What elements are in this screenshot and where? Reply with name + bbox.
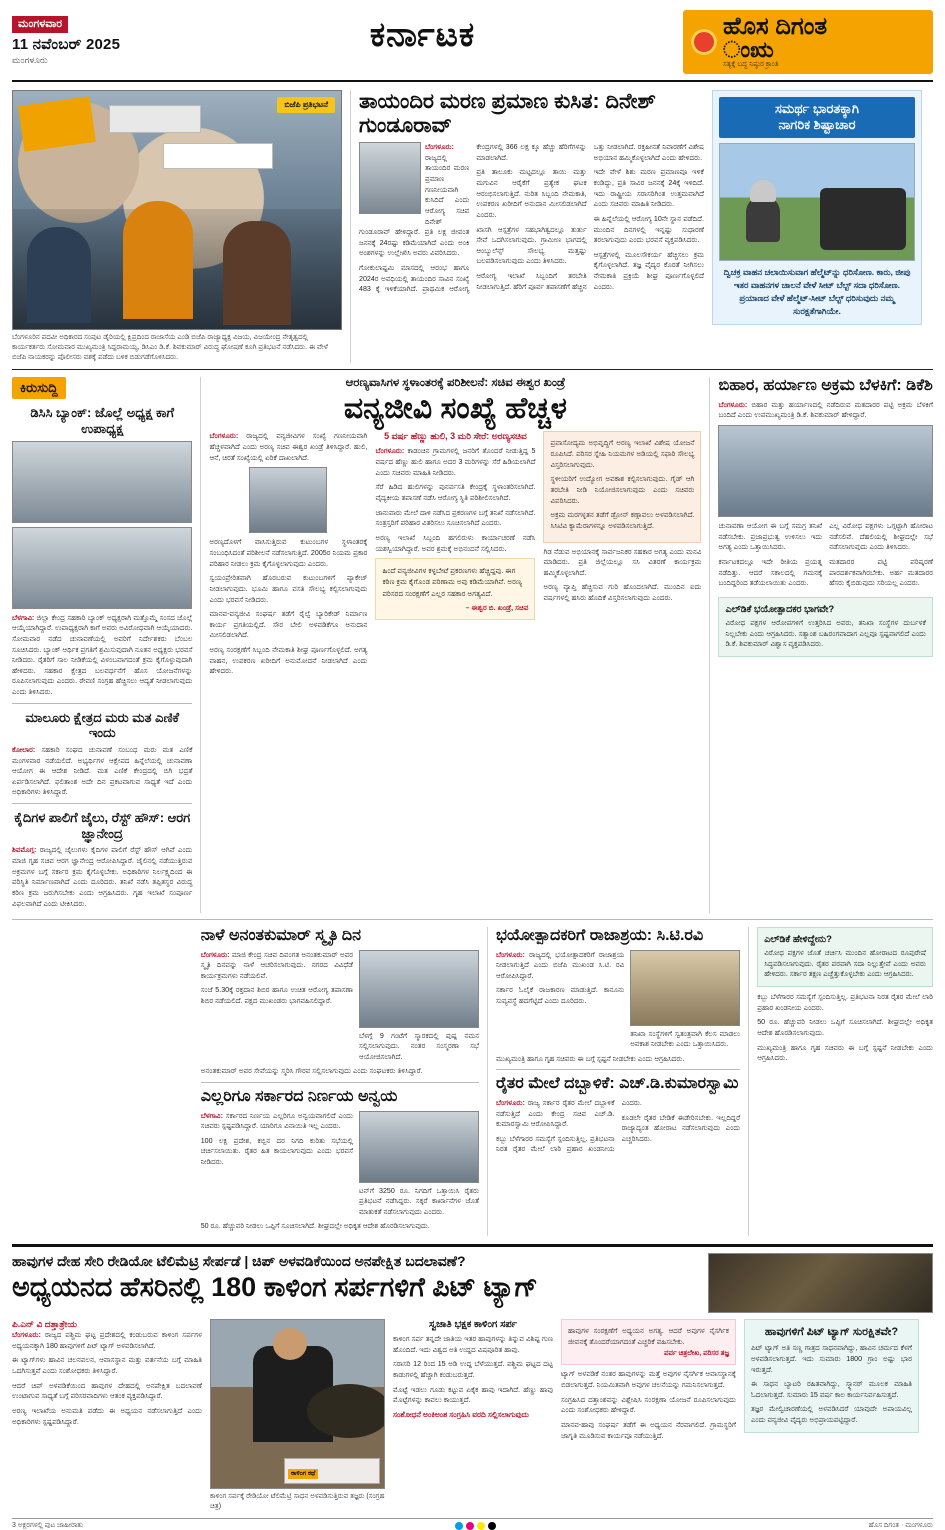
para-text: ರಾಜ್ಯದಲ್ಲಿ ವನ್ಯಜೀವಿಗಳ ಸಂಖ್ಯೆ ಗಣನೀಯವಾಗಿ ಹೆಚ್ಚಳವಾಗಿದೆ ಎಂದು ಅರಣ್ಯ ಸಚಿವ ಈಶ್ವರ ಖಂಡ್ರೆ ತಿಳಿಸಿದ್ದಾರೆ. ಹುಲಿ, ಆನೆ, ಚಿರತೆ ಸಂಖ್ಯೆಯಲ್ಲಿ ಏರಿಕೆ ದಾಖಲಾಗಿದೆ. xyxy=(209,432,368,462)
lower-spacer xyxy=(12,927,193,1236)
story-para: 100 ಲಕ್ಷ ಪ್ರದೇಶ, ಕಬ್ಬಿನ ದರ ನಿಗದಿ ಕುರಿತು ಸಭೆಯಲ್ಲಿ ಚರ್ಚಿಸಲಾಯಿತು. ರೈತರ ಹಿತ ಕಾಯಲಾಗುವುದು ಎಂದು ಭರವಸೆ ನೀಡಿದರು. xyxy=(200,1136,354,1167)
feature-para: ಸರಾಸರಿ 12 ರಿಂದ 15 ಅಡಿ ಉದ್ದ ಬೆಳೆಯುತ್ತದೆ. ಪಶ್ಚಿಮ ಘಟ್ಟದ ದಟ್ಟ ಕಾಡುಗಳಲ್ಲಿ ಹೆಚ್ಚಾಗಿ ಕಂಡುಬರುತ್ತದೆ. xyxy=(393,1360,553,1379)
kirusuddi-column xyxy=(12,377,192,913)
quote-author: ಪರ್ವ ಚಿತ್ರಲೇಖ, ಪರಿಸರ ತಜ್ಞ xyxy=(664,1350,729,1358)
story-headline: ರೈತರ ಮೇಲೆ ದಬ್ಬಾಳಿಕೆ: ಎಚ್.ಡಿ.ಕುಮಾರಸ್ವಾಮಿ xyxy=(496,1075,739,1093)
feature-para: ಟ್ಯಾಗ್ ಅಳವಡಿಕೆ ನಂತರ ಹಾವುಗಳನ್ನು ಮತ್ತೆ ಅವುಗಳ ನೈಸರ್ಗಿಕ ಆವಾಸಸ್ಥಾನಕ್ಕೆ ಬಿಡಲಾಗುತ್ತದೆ. ನಿಯಮಿತವಾಗಿ ಅವುಗಳ ಚಲನೆಯನ್ನು ಗಮನಿಸಲಾಗುತ್ತದೆ. xyxy=(561,1370,736,1389)
snake-banner-photo xyxy=(708,1253,933,1313)
story-para: ಕಬ್ಬು ಬೆಳೆಗಾರರ ಸಮಸ್ಯೆಗೆ ಸ್ಪಂದಿಸುತ್ತಿಲ್ಲ. ಪ್ರತಿಭಟನಾ ನಿರತ ರೈತರ ಮೇಲೆ ಲಾಠಿ ಪ್ರಹಾರ ಖಂಡನೀಯ ಎಂದರು. xyxy=(757,993,933,1012)
story-para: ಮುಖ್ಯಮಂತ್ರಿ ಹಾಗೂ ಗೃಹ ಸಚಿವರು ಈ ಬಗ್ಗೆ ಸ್ಪಷ್ಟನೆ ನೀಡಬೇಕು ಎಂದು ಆಗ್ರಹಿಸಿದರು. xyxy=(757,1043,933,1063)
feature-para: ಅರಣ್ಯ ಇಲಾಖೆಯ ಅನುಮತಿ ಪಡೆದು ಈ ಅಧ್ಯಯನ ನಡೆಸಲಾಗುತ್ತಿದೆ ಎಂದು ಅಧಿಕಾರಿಗಳು ಸ್ಪಷ್ಟಪಡಿಸಿದ್ದಾರೆ. xyxy=(12,1406,202,1426)
story-para: ಕೂಡಲೇ ರೈತರ ಬೇಡಿಕೆ ಈಡೇರಿಸಬೇಕು. ಇಲ್ಲದಿದ್ದರೆ ರಾಜ್ಯಾದ್ಯಂತ ಹೋರಾಟ ನಡೆಸಲಾಗುವುದು ಎಂದು ಎಚ್ಚರಿಸಿದರು. xyxy=(621,1113,741,1143)
feature-note: ಸಂಶೋಧನೆ ಅಂಕಿಅಂಶ ಸಂಗ್ರಹಿಸಿ ವರದಿ ಸಲ್ಲಿಸಲಾಗುವುದು xyxy=(393,1409,529,1419)
photo-caption: ಬೆಂಗಳೂರಿನ ಪದವೀ ಅಧಿಕಾರದ ಸಂಪುಟ ಡೈರಿಯಲ್ಲಿ ಕ್ಷಿಪ್ರದಿಂದ ರಾಜಾಸೆಯ ಎಂಡಿ ಬಿಜೆಪಿ ರಾಜ್ಯಾಧ್ಯಕ್ಷ ವಿಜಯ, ವಿಜಯೇಂದ್ರ ನೇತೃತ್ವದಲ್ಲಿ ಕಾರ್ಯಕರ್ತರು ಸೋಮವಾರ ಮುಖ್ಯಮಂತ್ರಿ ಸಿದ್ದರಾಮಯ್ಯ, ಡಿಸಿಎಂ ಡಿ.ಕೆ. ಶಿವಕುಮಾರ್ ವಿರುದ್ಧ ಘೋಷಣೆ ಕೂಗಿ ಪ್ರತಿಭಟನೆ ನಡೆಸಿದರು. ಈ ವೇಳೆ ಬಿಜೆಪಿ ನಾಯಕರನ್ನು ಪೊಲೀಸರು ವಶಕ್ಕೆ ಪಡೆದು ಬಳಿಕ ಬಿಡುಗಡೆಗೊಳಿಸಿದರು. xyxy=(12,334,328,362)
byline: ಬೆಂಗಳೂರು: xyxy=(209,432,239,441)
helmet-icon xyxy=(750,180,776,202)
story-headline: ನಾಳೆ ಅನಂತಕುಮಾರ್ ಸ್ಮೃತಿ ದಿನ xyxy=(200,927,361,945)
person-head-shape xyxy=(273,1328,307,1360)
feature-para: ಸಂಗ್ರಹಿಸಿದ ದತ್ತಾಂಶವನ್ನು ವಿಶ್ಲೇಷಿಸಿ ಸಂರಕ್ಷಣಾ ಯೋಜನೆ ರೂಪಿಸಲಾಗುವುದು ಎಂದು ಸಂಶೋಧಕರು ಹೇಳಿದ್ದಾರೆ. xyxy=(561,1395,736,1415)
bihar-headline: ಬಿಹಾರ, ಹರ್ಯಾಣ ಅಕ್ರಮ ಬೆಳಕಿಗೆ: ಡಿಕೆಶಿ xyxy=(718,377,933,395)
main-subhead: 5 ವರ್ಷ ಹೆಣ್ಣು ಹುಲಿ, 3 ಮರಿ ಸೇರೆ: ಅರಣ್ಯಸಚಿವ xyxy=(384,431,527,442)
hdk-box-column xyxy=(757,927,933,1236)
top-story-para: ಈ ಹಿನ್ನೆಲೆಯಲ್ಲಿ ಆರೋಗ್ಯ 10ನೇ ಸ್ಥಾನ ಪಡೆದಿದೆ. ಮುಂದಿನ ದಿನಗಳಲ್ಲಿ ಇನ್ನಷ್ಟು ಸುಧಾರಣೆ ತರಲಾಗುವುದು ಎಂದು ಭರವಸೆ ವ್ಯಕ್ತಪಡಿಸಿದರು. xyxy=(593,214,704,245)
civic-promo xyxy=(712,90,922,363)
inset-label: ಕಾಳಿಂಗ ಕಥೆ xyxy=(288,1469,318,1479)
para-text: ಜಿಲ್ಲಾ ಕೇಂದ್ರ ಸಹಕಾರಿ ಬ್ಯಾಂಕ್ ಅಧ್ಯಕ್ಷರಾಗಿ ಮತ್ತೊಮ್ಮೆ ಸಂಸದ ಜೊಲ್ಲೆ ಆಯ್ಕೆಯಾಗಿದ್ದಾರೆ. ಉಪಾಧ್ಯಕ್ಷರಾಗಿ ಕಾಗೆ ಅವರು ಅವಿರೋಧವಾಗಿ ಆಯ್ಕೆಯಾದರು. ಸೋಮವಾರ ನಡೆದ ಚುನಾವಣೆಯಲ್ಲಿ ಅವರಿಗೆ ನಿರ್ದೇಶಕರು ಬೆಂಬಲ ಸೂಚಿಸಿದರು. ಬ್ಯಾಂಕ್ ಆರ್ಥಿಕ ಪ್ರಗತಿಗೆ ಶ್ರಮಿಸುವುದಾಗಿ ನೂತನ ಅಧ್ಯಕ್ಷರು ಭರವಸೆ ನೀಡಿದರು. ರೈತರಿಗೆ ಸಾಲ ನೀಡಿಕೆಯಲ್ಲಿ ವಿಳಂಬವಾಗದಂತೆ ಕ್ರಮ ಕೈಗೊಳ್ಳುವುದಾಗಿ ಹೇಳಿದರು. ಸಹಕಾರ ಕ್ಷೇತ್ರದ ಬಲವರ್ಧನೆಗೆ ಹೊಸ ಯೋಜನೆಗಳನ್ನು ರೂಪಿಸಲಾಗುವುದು ಎಂದರು. ಠೇವಣಿ ಸಂಗ್ರಹ ಹೆಚ್ಚಿಸಲು ಆದ್ಯತೆ ನೀಡಲಾಗುವುದು ಎಂದು ತಿಳಿಸಿದರು. xyxy=(12,613,193,697)
expert-quote-box xyxy=(561,1319,736,1365)
byline: ಕೋಲಾರ: xyxy=(12,745,36,754)
color-registration-dots xyxy=(455,1522,496,1530)
top-story-para: ಇದೇ ವೇಳೆ ಶಿಶು ಮರಣ ಪ್ರಮಾಣವೂ ಇಳಿಕೆ ಕಂಡಿದ್ದು, ಪ್ರತಿ ಸಾವಿರ ಜನನಕ್ಕೆ 24ಕ್ಕೆ ಇಳಿದಿದೆ. ಇದು ರಾಷ್ಟ್ರೀಯ ಸರಾಸರಿಗಿಂತ ಉತ್ತಮವಾಗಿದೆ ಎಂದು ಸಚಿವರು ಮಾಹಿತಿ ನೀಡಿದರು. xyxy=(593,168,704,209)
para-text: ರಾಜ್ಯದ ಪಶ್ಚಿಮ ಘಟ್ಟ ಪ್ರದೇಶದಲ್ಲಿ ಕಂಡುಬರುವ ಕಾಳಿಂಗ ಸರ್ಪಗಳ ಅಧ್ಯಯನಕ್ಕಾಗಿ 180 ಹಾವುಗಳಿಗೆ ಪಿಟ್ ಟ್ಯಾಗ್ ಅಳವಡಿಸಲಾಗಿದೆ. xyxy=(12,1331,202,1350)
byline: ಬೆಂಗಳೂರು: xyxy=(375,447,405,456)
date-block xyxy=(12,10,162,66)
feature-author: ಪಿ.ಎನ್ ವಿ ದತ್ತಾತ್ರೇಯ xyxy=(12,1319,78,1330)
main-para xyxy=(209,431,367,463)
feature-para: ಈ ಟ್ಯಾಗ್‌ಗಳು ಹಾವಿನ ಚಲನವಲನ, ಆವಾಸಸ್ಥಾನ ಮತ್ತು ವರ್ತನೆಯ ಬಗ್ಗೆ ಮಾಹಿತಿ ಒದಗಿಸುತ್ತವೆ ಎಂದು ಸಂಶೋಧಕರು ತಿಳಿಸಿದ್ದಾರೆ. xyxy=(12,1356,202,1375)
feature-para xyxy=(12,1330,202,1351)
lower-section xyxy=(12,927,933,1236)
feature-photo-caption: ಕಾಳಿಂಗ ಸರ್ಪಕ್ಕೆ ರೇಡಿಯೋ ಟೆಲಿಮೆಟ್ರಿ ಸಾಧನ ಅಳವಡಿಸುತ್ತಿರುವ ತಜ್ಞರು (ಸಂಗ್ರಹ ಚಿತ್ರ) xyxy=(210,1493,385,1511)
main-col-2 xyxy=(375,431,535,681)
brief-para xyxy=(12,845,192,909)
main-story-headline: ವನ್ಯಜೀವಿ ಸಂಖ್ಯೆ ಹೆಚ್ಚಳ xyxy=(343,392,567,426)
sun-icon xyxy=(691,29,717,55)
para-text: ಸಹಕಾರಿ ಸಂಘದ ಚುನಾವಣೆ ಸಂಬಂಧ ಮರು ಮತ ಎಣಿಕೆ ಮಂಗಳವಾರ ನಡೆಯಲಿದೆ. ಅಭ್ಯರ್ಥಿಗಳ ಆಕ್ಷೇಪದ ಹಿನ್ನೆಲೆಯಲ್ಲಿ ಚುನಾವಣಾ ಆಯೋಗ ಈ ಆದೇಶ ನೀಡಿದೆ. ಮತ ಎಣಿಕೆ ಕೇಂದ್ರದಲ್ಲಿ ಬಿಗಿ ಭದ್ರತೆ ಏರ್ಪಡಿಸಲಾಗಿದೆ. ಫಲಿತಾಂಶ ಅದೇ ದಿನ ಪ್ರಕಟವಾಗುವ ಸಾಧ್ಯತೆ ಇದೆ ಎಂದು ಅಧಿಕಾರಿಗಳು ತಿಳಿಸಿದ್ದಾರೆ. xyxy=(12,745,193,797)
para-text: ರಾಜ್ಯದಲ್ಲಿ ಭಯೋತ್ಪಾದಕರಿಗೆ ರಾಜಾಶ್ರಯ ನೀಡಲಾಗುತ್ತಿದೆ ಎಂದು ಬಿಜೆಪಿ ಮುಖಂಡ ಸಿ.ಟಿ. ರವಿ ಆರೋಪಿಸಿದ್ದಾರೆ. xyxy=(496,950,625,980)
promo-text: ದ್ವಿಚಕ್ರ ವಾಹನ ಚಲಾಯಿಸುವಾಗ ಹೆಲ್ಮೆಟ್‌ನ್ನು ಧರಿಸೋಣ. ಕಾರು, ಜೀಪು ಇತರ ವಾಹನಗಳ ಚಾಲನೆ ವೇಳೆ ಸೀಟ್ ಬೆಲ್ಟ್ ಸದಾ ಧರಿಸೋಣ. ಪ್ರಯಾಣದ ವೇಳೆ ಹೆಲ್ಮೆಟ್-ಸೀಟ್ ಬೆಲ್ಟ್ ಧರಿಸುವುದು ನಮ್ಮ ಸುರಕ್ಷತೆಗಾಗಿಯೇ. xyxy=(723,266,911,317)
story-para: 50 ರೂ. ಹೆಚ್ಚುವರಿ ನೀಡಲು ಒಪ್ಪಿಗೆ ಸೂಚಿಸಲಾಗಿದೆ. ಶೀಘ್ರದಲ್ಲೇ ಅಧಿಕೃತ ಆದೇಶ ಹೊರಡಿಸಲಾಗುವುದು. xyxy=(757,1018,933,1037)
leader-portrait xyxy=(630,950,740,1026)
placard-shape xyxy=(109,105,201,133)
top-story-para: ಖಾಸಗಿ ಆಸ್ಪತ್ರೆಗಳ ಸಹಭಾಗಿತ್ವದಲ್ಲೂ ತುರ್ತು ಸೇವೆ ಒದಗಿಸಲಾಗುವುದು. ಗ್ರಾಮೀಣ ಭಾಗದಲ್ಲಿ ಆಂಬ್ಯುಲೆನ್ಸ್ ಸೌಲಭ್ಯ ಮತ್ತಷ್ಟು ಬಲಪಡಿಸಲಾಗುವುದು ಎಂದು ತಿಳಿಸಿದರು. xyxy=(476,225,587,266)
story-para xyxy=(496,1098,615,1130)
newspaper-logo xyxy=(683,10,933,74)
logo-line-2: ಂಋ xyxy=(723,37,774,62)
safety-para: ತಜ್ಞರ ಮೇಲ್ವಿಚಾರಣೆಯಲ್ಲಿ ಅಳವಡಿಸಿದರೆ ಯಾವುದೇ ಅಪಾಯವಿಲ್ಲ ಎಂದು ವನ್ಯಜೀವಿ ವೈದ್ಯರು ಅಭಿಪ್ರಾಯಪಟ್ಟಿದ್ದಾರೆ. xyxy=(751,1405,912,1425)
byline: ಬೆಂಗಳೂರು: xyxy=(200,950,230,959)
logo-tagline: ಸತ್ಯಕ್ಕೆ ಬದ್ಧ ನಿಷ್ಠುರ ಕ್ರಾಂತಿ xyxy=(723,61,779,68)
banner-shape xyxy=(18,96,96,152)
quote-text: ಹಾವುಗಳ ಸಂರಕ್ಷಣೆಗೆ ಅಧ್ಯಯನ ಅಗತ್ಯ. ಆದರೆ ಅವುಗಳ ನೈಸರ್ಗಿಕ ಜೀವನಕ್ಕೆ ತೊಂದರೆಯಾಗದಂತೆ ಎಚ್ಚರಿಕೆ ವಹಿಸಬೇಕು. xyxy=(568,1327,729,1346)
story-para: ಮುಖ್ಯಮಂತ್ರಿ ಹಾಗೂ ಗೃಹ ಸಚಿವರು ಈ ಬಗ್ಗೆ ಸ್ಪಷ್ಟನೆ ನೀಡಬೇಕು ಎಂದು ಆಗ್ರಹಿಸಿದರು. xyxy=(496,1054,685,1063)
top-story-para: ಗೋಕುಲಾಷ್ಟಮಿ ಮಾಸದಲ್ಲಿ ಆರಂಭ ಹಾಗೂ 2024ರ ಅವಧಿಯಲ್ಲಿ ತಾಯಂದಿರ ಸಾವಿನ ಸಂಖ್ಯೆ 483 ಕ್ಕೆ ಇಳಿಕೆಯಾಗಿದೆ. ಪ್ರಾಥಮಿಕ ಆರೋಗ್ಯ ಕೇಂದ್ರಗಳಲ್ಲಿ 366 ಲಕ್ಷ ಕ್ಕೂ ಹೆಚ್ಚು ಹೆರಿಗೆಗಳನ್ನು ಮಾಡಲಾಗಿದೆ. xyxy=(359,143,587,294)
promo-title-line1: ಸಮರ್ಥ ಭಾರತಕ್ಕಾಗಿ xyxy=(774,101,860,116)
promo-title-line2: ನಾಗರಿಕ ಶಿಷ್ಟಾಚಾರ xyxy=(778,117,856,133)
story-para: ಟನ್‌ಗೆ 3250 ರೂ. ನಿಗದಿಗೆ ಒತ್ತಾಯಿಸಿ ರೈತರು ಪ್ರತಿಭಟನೆ ನಡೆಸಿದ್ದರು. ಸಕ್ಕರೆ ಕಾರ್ಖಾನೆಗಳ ಜೊತೆ ಮಾತುಕತೆ ನಡೆಸಲಾಗುವುದು ಎಂದರು. xyxy=(359,1186,480,1216)
top-story-para: ಆಸ್ಪತ್ರೆಗಳಲ್ಲಿ ಮೂಲಸೌಕರ್ಯ ಹೆಚ್ಚಿಸಲು ಕ್ರಮ ಕೈಗೊಳ್ಳಲಾಗಿದೆ. ತಜ್ಞ ವೈದ್ಯರ ಕೊರತೆ ನೀಗಿಸಲು ನೇಮಕಾತಿ ಪ್ರಕ್ರಿಯೆ ಶೀಘ್ರ ಪೂರ್ಣಗೊಳ್ಳಲಿದೆ ಎಂದರು. xyxy=(593,250,704,291)
feature-col-5 xyxy=(744,1319,919,1512)
brief-portrait xyxy=(12,441,192,523)
main-para: ಸ್ಥಳೀಯರಿಗೆ ಉದ್ಯೋಗ ಅವಕಾಶ ಕಲ್ಪಿಸಲಾಗುವುದು. ಗೈಡ್ ಆಗಿ ತರಬೇತಿ ನೀಡಿ ನಿಯೋಜಿಸಲಾಗುವುದು ಎಂದು ಸಚಿವರು ವಿವರಿಸಿದರು. xyxy=(550,475,695,505)
story-para: ಅನಂತಕುಮಾರ್ ಅವರ ಸೇವೆಯನ್ನು ಸ್ಮರಿಸಿ ಗೌರವ ಸಲ್ಲಿಸಲಾಗುವುದು ಎಂದು ಸಂಘಟಕರು ತಿಳಿಸಿದ್ದಾರೆ. xyxy=(200,1067,423,1076)
story-ananthkumar xyxy=(201,927,479,1236)
top-story-headline: ತಾಯಂದಿರ ಮರಣ ಪ್ರಮಾಣ ಕುಸಿತ: ದಿನೇಶ್ ಗುಂಡೂರಾವ್ xyxy=(359,90,656,137)
safety-box xyxy=(744,1319,919,1433)
quote-author: – ಈಶ್ವರ ಬಿ. ಖಂಡ್ರೆ, ಸಚಿವ xyxy=(465,602,529,612)
byline: ಬೆಂಗಳೂರು: xyxy=(496,950,525,959)
hdk-highlight-box xyxy=(757,927,933,987)
story-para: ಸಂಜೆ 5.30ಕ್ಕೆ ರಕ್ತದಾನ ಶಿಬಿರ ಹಾಗೂ ಉಚಿತ ಆರೋಗ್ಯ ತಪಾಸಣಾ ಶಿಬಿರ ನಡೆಯಲಿದೆ. ಪಕ್ಷದ ಮುಖಂಡರು ಭಾಗವಹಿಸಲಿದ್ದಾರೆ. xyxy=(200,986,354,1006)
main-col-3 xyxy=(543,431,701,681)
para-text: ಬಿಹಾರ ಮತ್ತು ಹರ್ಯಾಣದಲ್ಲಿ ನಡೆದಿರುವ ಮತದಾರರ ಪಟ್ಟಿ ಅಕ್ರಮ ಬೆಳಕಿಗೆ ಬಂದಿದೆ ಎಂದು ಉಪಮುಖ್ಯಮಂತ್ರಿ ಡಿ.ಕೆ. ಶಿವಕುಮಾರ್ ಹೇಳಿದ್ದಾರೆ. xyxy=(718,400,933,420)
top-story xyxy=(359,90,704,363)
story-para xyxy=(496,950,624,982)
feature-title: ಅಧ್ಯಯನದ ಹೆಸರಿನಲ್ಲಿ 180 ಕಾಳಿಂಗ ಸರ್ಪಗಳಿಗೆ ಪಿಟ್ ಟ್ಯಾಗ್ xyxy=(12,1272,538,1303)
brief-headline: ಮಾಲೂರು ಕ್ಷೇತ್ರದ ಮರು ಮತ ಎಣಿಕೆ ಇಂದು xyxy=(25,709,180,741)
highlight-text: ವಿರೋಧ ಪಕ್ಷಗಳ ಆರೋಪಗಳಿಗೆ ಉತ್ತರಿಸಿದ ಅವರು, ತನಿಖಾ ಸಂಸ್ಥೆಗಳ ದುರ್ಬಳಕೆ ನಿಲ್ಲಬೇಕು ಎಂದು ಆಗ್ರಹಿಸಿದರು. ಸತ್ಯಾಂಶ ಬಹಿರಂಗವಾದಾಗ ಎಲ್ಲವೂ ಸ್ಪಷ್ಟವಾಗಲಿದೆ ಎಂದು ಡಿ.ಕೆ. ಶಿವಕುಮಾರ್ ವಿಶ್ವಾಸ ವ್ಯಕ್ತಪಡಿಸಿದರು. xyxy=(725,618,926,649)
leader-portrait xyxy=(359,950,479,1028)
bihar-para: ಎಲ್ಲ ವಿರೋಧ ಪಕ್ಷಗಳು ಒಗ್ಗಟ್ಟಾಗಿ ಹೋರಾಟ ನಡೆಸಲಿವೆ. ದೆಹಲಿಯಲ್ಲಿ ಶೀಘ್ರದಲ್ಲೇ ಸಭೆ ನಡೆಸಲಾಗುವುದು ಎಂದು ತಿಳಿಸಿದರು. xyxy=(829,522,933,552)
feature-body xyxy=(12,1319,933,1512)
edition-city: ಮಂಗಳೂರು xyxy=(12,55,48,65)
byline: ಬೆಂಗಳೂರು: xyxy=(12,1331,41,1340)
byline: ಬೆಂಗಳೂರು: xyxy=(718,400,748,409)
feature-col-4 xyxy=(561,1319,736,1512)
bihar-para: ಕರ್ನಾಟಕದಲ್ಲೂ ಇದೇ ರೀತಿಯ ಪ್ರಯತ್ನ ನಡೆದಿತ್ತು. ಆದರೆ ಸಕಾಲದಲ್ಲಿ ಗಮನಕ್ಕೆ ಬಂದಿದ್ದರಿಂದ ತಡೆಯಲಾಯಿತು ಎಂದರು. xyxy=(718,558,823,588)
main-para: ಅರಣ್ಯ ಸಂರಕ್ಷಣೆಗೆ ಸಿಬ್ಬಂದಿ ನೇಮಕಾತಿ ಶೀಘ್ರ ಪೂರ್ಣಗೊಳ್ಳಲಿದೆ. ಅಗತ್ಯ ವಾಹನ, ಉಪಕರಣ ಖರೀದಿಗೆ ಅನುಮೋದನೆ ನೀಡಲಾಗಿದೆ ಎಂದು ಹೇಳಿದರು. xyxy=(209,646,368,676)
story-ctravi xyxy=(496,927,740,1236)
highlight-text: ವಿರೋಧ ಪಕ್ಷಗಳ ಜೊತೆ ಚರ್ಚಿಸಿ ಮುಂದಿನ ಹೋರಾಟದ ರೂಪುರೇಷೆ ಸಿದ್ಧಪಡಿಸಲಾಗುವುದು. ರೈತರ ಪರವಾಗಿ ಸದಾ ನಿಲ್ಲುತ್ತೇವೆ ಎಂದು ಅವರು ಹೇಳಿದರು. ಸರ್ಕಾರ ತಕ್ಷಣ ಎಚ್ಚೆತ್ತುಕೊಳ್ಳಬೇಕು ಎಂದು ಆಗ್ರಹಿಸಿದರು. xyxy=(764,949,926,979)
kirusuddi-label: ಕಿರುಸುದ್ದಿ xyxy=(12,377,66,399)
para-text: ಮಾಜಿ ಕೇಂದ್ರ ಸಚಿವ ದಿವಂಗತ ಅನಂತಕುಮಾರ್ ಅವರ ಸ್ಮೃತಿ ದಿನವನ್ನು ನಾಳೆ ಆಚರಿಸಲಾಗುವುದು. ನಗರದ ವಿವಿಧೆಡೆ ಕಾರ್ಯಕ್ರಮಗಳು ನಡೆಯಲಿವೆ. xyxy=(200,950,354,980)
top-story-columns xyxy=(359,142,704,295)
para-text: ಕಾಡಂಚಿನ ಗ್ರಾಮಗಳಲ್ಲಿ ಜನರಿಗೆ ತೊಂದರೆ ನೀಡುತ್ತಿದ್ದ 5 ವರ್ಷದ ಹೆಣ್ಣು ಹುಲಿ ಹಾಗೂ ಅದರ 3 ಮರಿಗಳನ್ನು ಸೆರೆ ಹಿಡಿಯಲಾಗಿದೆ ಎಂದು ಸಚಿವರು ಮಾಹಿತಿ ನೀಡಿದರು. xyxy=(375,447,536,477)
bihar-para: ಚುನಾವಣಾ ಆಯೋಗ ಈ ಬಗ್ಗೆ ಸಮಗ್ರ ತನಿಖೆ ನಡೆಸಬೇಕು. ಪ್ರಜಾಪ್ರಭುತ್ವ ಉಳಿಸಲು ಇದು ಅಗತ್ಯ ಎಂದು ಒತ್ತಾಯಿಸಿದರು. xyxy=(718,522,823,552)
placard-shape xyxy=(163,143,273,169)
main-para: ಸ್ವಯಂಪ್ರೇರಿತವಾಗಿ ಹೊರಬರುವ ಕುಟುಂಬಗಳಿಗೆ ಪ್ಯಾಕೇಜ್ ನೀಡಲಾಗುವುದು. ಭೂಮಿ ಹಾಗೂ ವಸತಿ ಸೌಲಭ್ಯ ಕಲ್ಪಿಸಲಾಗುವುದು ಎಂದು ಭರವಸೆ ನೀಡಿದರು. xyxy=(209,574,368,604)
seatbelt-shape xyxy=(820,188,906,250)
main-para: ಅರಣ್ಯದೊಳಗೆ ವಾಸಿಸುತ್ತಿರುವ ಕುಟುಂಬಗಳ ಸ್ಥಳಾಂತರಕ್ಕೆ ಸಂಬಂಧಿಸಿದಂತೆ ಪರಿಶೀಲನೆ ನಡೆಸಲಾಗುತ್ತಿದೆ. 2005ರ ನಿಯಮ ಪ್ರಕಾರ ಪರಿಹಾರ ನೀಡಲು ಕ್ರಮ ಕೈಗೊಳ್ಳಲಾಗುವುದು ಎಂದರು. xyxy=(209,538,368,568)
photo-inset xyxy=(284,1458,380,1484)
main-col-1 xyxy=(209,431,367,681)
quote-box xyxy=(375,558,535,620)
main-para: ಮಾನವ-ವನ್ಯಜೀವಿ ಸಂಘರ್ಷ ತಡೆಗೆ ರೈಲ್ವೆ ಬ್ಯಾರಿಕೇಡ್ ನಿರ್ಮಾಣ ಕಾರ್ಯ ಪ್ರಗತಿಯಲ್ಲಿದೆ. ಸೌರ ಬೇಲಿ ಅಳವಡಿಕೆಗೂ ಅನುದಾನ ಮೀಸಲಿಡಲಾಗಿದೆ. xyxy=(209,610,368,640)
story-para: 50 ರೂ. ಹೆಚ್ಚುವರಿ ನೀಡಲು ಒಪ್ಪಿಗೆ ಸೂಚಿಸಲಾಗಿದೆ. ಶೀಘ್ರದಲ್ಲೇ ಅಧಿಕೃತ ಆದೇಶ ಹೊರಡಿಸಲಾಗುವುದು. xyxy=(200,1222,430,1231)
bihar-highlight-box xyxy=(718,597,933,657)
highlight-head: ಎಲ್‌ಡಿಕೆ ಭಯೋತ್ಪಾದಕರ ಭಾಗವೇ? xyxy=(725,603,835,615)
promo-title xyxy=(719,97,915,138)
feature-subhead: ಸ್ವಜಾತಿ ಭಕ್ಷಕ ಕಾಳಿಂಗ ಸರ್ಪ xyxy=(429,1319,517,1331)
snake-coil-shape xyxy=(307,1384,385,1438)
safety-para: ಪಿಟ್ ಟ್ಯಾಗ್ ಅತಿ ಸಣ್ಣ ಗಾತ್ರದ ಸಾಧನವಾಗಿದ್ದು, ಹಾವಿನ ಚರ್ಮದ ಕೆಳಗೆ ಅಳವಡಿಸಲಾಗುತ್ತದೆ. ಇದು ಸುಮಾರು 1800 ಗ್ರಾಂ ಅಷ್ಟು ಭಾರ ಇರುತ್ತದೆ. xyxy=(751,1344,912,1374)
person-shape xyxy=(223,221,291,325)
feature-kicker: ಹಾವುಗಳ ದೇಹ ಸೇರಿ ರೇಡಿಯೋ ಟೆಲಿಮೆಟ್ರಿ ಸೇರ್ಪಡೆ | ಚಿಪ್ ಅಳವಡಿಕೆಯಿಂದ ಅನಪೇಕ್ಷಿತ ಬದಲಾವಣೆ? xyxy=(12,1253,466,1270)
top-story-para: ಪ್ರತಿ ತಾಲೂಕು ಮಟ್ಟದಲ್ಲೂ ತಾಯಿ ಮತ್ತು ಮಗುವಿನ ಆರೈಕೆಗೆ ಪ್ರತ್ಯೇಕ ಘಟಕ ಆರಂಭಿಸಲಾಗುತ್ತಿದೆ. ನುರಿತ ಸಿಬ್ಬಂದಿ ನೇಮಕಾತಿ, ಉಪಕರಣ ಖರೀದಿಗೆ ಅನುದಾನ ಮೀಸಲಿಡಲಾಗಿದೆ ಎಂದರು. xyxy=(476,168,587,219)
minister-portrait xyxy=(359,142,421,214)
person-shape xyxy=(123,201,193,319)
page-title: ಕರ್ನಾಟಕ xyxy=(369,16,476,54)
story-headline: ಭಯೋತ್ಪಾದಕರಿಗೆ ರಾಜಾಶ್ರಯ: ಸಿ.ಟಿ.ರವಿ xyxy=(496,927,704,945)
weekday-label: ಮಂಗಳವಾರ xyxy=(12,16,68,33)
leader-portrait xyxy=(359,1111,479,1183)
byline: ಶಿವಮೊಗ್ಗ: xyxy=(12,846,37,855)
bihar-para xyxy=(718,400,933,421)
rider-shape xyxy=(746,196,780,242)
main-para: ಪ್ರವಾಸೋದ್ಯಮ ಅಭಿವೃದ್ಧಿಗೆ ಅರಣ್ಯ ಇಲಾಖೆ ವಿಶೇಷ ಯೋಜನೆ ರೂಪಿಸಿದೆ. ಪರಿಸರ ಸ್ನೇಹಿ ನಿಯಮಗಳ ಅಡಿಯಲ್ಲಿ ಸಫಾರಿ ಸೌಲಭ್ಯ ವಿಸ್ತರಿಸಲಾಗುವುದು. xyxy=(550,439,695,469)
lead-photo-block xyxy=(12,90,342,363)
brief-headline: ಕೈದಿಗಳ ಪಾಲಿಗೆ ಜೈಲು, ರೆಸ್ಟ್ ಹೌಸ್: ಆರಗ ಜ್ಞಾನೇಂದ್ರ xyxy=(14,810,191,841)
main-para: ಜಾನುವಾರು ಮೇಲೆ ದಾಳಿ ನಡೆಸಿದ ಪ್ರಕರಣಗಳ ಬಗ್ಗೆ ತನಿಖೆ ನಡೆಸಲಾಗಿದೆ. ಸಂತ್ರಸ್ತರಿಗೆ ಪರಿಹಾರ ವಿತರಿಸಲು ಸೂಚಿಸಲಾಗಿದೆ ಎಂದರು. xyxy=(375,508,536,528)
main-para: ಅರಣ್ಯ ಇಲಾಖೆ ಸಿಬ್ಬಂದಿ ಹಗಲಿರುಳು ಕಾರ್ಯಾಚರಣೆ ನಡೆಸಿ ಯಶಸ್ವಿಯಾಗಿದ್ದಾರೆ. ಅವರ ಶ್ರಮಕ್ಕೆ ಅಭಿನಂದನೆ ಸಲ್ಲಿಸಿದರು. xyxy=(375,533,536,553)
main-story xyxy=(209,377,701,913)
byline: ಬೆಂಗಳೂರು: xyxy=(496,1098,525,1107)
page-footer xyxy=(12,1518,933,1530)
snake-handling-photo xyxy=(210,1319,385,1489)
logo-line-1: ಹೊಸ ದಿಗಂತ xyxy=(723,13,828,40)
feature-col-1 xyxy=(12,1319,202,1512)
top-section xyxy=(12,90,933,363)
brief-portrait xyxy=(12,527,192,609)
story-para: ತನಿಖಾ ಸಂಸ್ಥೆಗಳಿಗೆ ಸ್ವತಂತ್ರವಾಗಿ ಕೆಲಸ ಮಾಡಲು ಅವಕಾಶ ನೀಡಬೇಕು ಎಂದು ಒತ್ತಾಯಿಸಿದರು. xyxy=(630,1029,741,1049)
brief-para xyxy=(12,613,192,698)
main-story-eyebrow: ಆರಣ್ಯವಾಸಿಗಳ ಸ್ಥಳಾಂತರಕ್ಕೆ ಪರಿಶೀಲನೆ: ಸಚಿವ ಈಶ್ವರ ಖಂಡ್ರೆ xyxy=(345,377,566,390)
top-story-para: ಆರೋಗ್ಯ ಇಲಾಖೆ ಸಿಬ್ಬಂದಿಗೆ ತರಬೇತಿ ನೀಡಲಾಗುತ್ತಿದೆ. ಹೆರಿಗೆ ಪೂರ್ವ ತಪಾಸಣೆಗೆ ಹೆಚ್ಚಿನ ಒತ್ತು ನೀಡಲಾಗಿದೆ. ರಕ್ತಹೀನತೆ ನಿವಾರಣೆಗೆ ವಿಶೇಷ ಅಭಿಯಾನ ಹಮ್ಮಿಕೊಳ್ಳಲಾಗಿದೆ ಎಂದು ಹೇಳಿದರು. xyxy=(476,143,704,291)
para-text: ರಾಜ್ಯದಲ್ಲಿ ತಾಯಂದಿರ ಮರಣ ಪ್ರಮಾಣ ಗಣನೀಯವಾಗಿ ಕುಸಿದಿದೆ ಎಂದು ಆರೋಗ್ಯ ಸಚಿವ ದಿನೇಶ್ ಗುಂಡೂರಾವ್ ಹೇಳಿದ್ದಾರೆ. ಪ್ರತಿ ಲಕ್ಷ ಜೀವಂತ ಜನನಕ್ಕೆ 24ರಷ್ಟು ಕಡಿಮೆಯಾಗಿದೆ ಎಂದು ಅಂಕಿ ಅಂಶಗಳನ್ನು ಉಲ್ಲೇಖಿಸಿ ಅವರು ವಿವರಿಸಿದರು. xyxy=(359,153,470,258)
main-para xyxy=(375,446,535,478)
feature-para: ಮಾನವ-ಹಾವು ಸಂಘರ್ಷ ತಡೆಗೆ ಈ ಅಧ್ಯಯನ ನೆರವಾಗಲಿದೆ. ಗ್ರಾಮಸ್ಥರಿಗೆ ಜಾಗೃತಿ ಮೂಡಿಸುವ ಕಾರ್ಯವೂ ನಡೆಯುತ್ತಿದೆ. xyxy=(561,1420,736,1440)
safety-para: ಈ ಸಾಧನ ಬ್ಯಾಟರಿ ರಹಿತವಾಗಿದ್ದು, ಸ್ಕ್ಯಾನರ್ ಮೂಲಕ ಮಾಹಿತಿ ಓದಲಾಗುತ್ತದೆ. ಸುಮಾರು 15 ವರ್ಷ ಕಾಲ ಕಾರ್ಯನಿರ್ವಹಿಸುತ್ತದೆ. xyxy=(751,1380,912,1399)
masthead xyxy=(12,10,933,82)
feature-para: ಆದರೆ ಚಿಪ್ ಅಳವಡಿಕೆಯಿಂದ ಹಾವುಗಳ ದೇಹದಲ್ಲಿ ಅನಪೇಕ್ಷಿತ ಬದಲಾವಣೆ ಉಂಟಾಗುವ ಸಾಧ್ಯತೆ ಬಗ್ಗೆ ಪರಿಸರವಾದಿಗಳು ಆತಂಕ ವ್ಯಕ್ತಪಡಿಸಿದ್ದಾರೆ. xyxy=(12,1381,202,1401)
main-para: ಸೆರೆ ಹಿಡಿದ ಹುಲಿಗಳನ್ನು ಪುನರ್ವಸತಿ ಕೇಂದ್ರಕ್ಕೆ ಸ್ಥಳಾಂತರಿಸಲಾಗಿದೆ. ವೈದ್ಯಕೀಯ ತಪಾಸಣೆ ನಡೆಸಿ ಆರೋಗ್ಯ ಸ್ಥಿತಿ ಪರಿಶೀಲಿಸಲಾಗಿದೆ. xyxy=(375,483,536,502)
feature-photo-col xyxy=(210,1319,385,1512)
main-para: ಗಿಡ ನೆಡುವ ಅಭಿಯಾನಕ್ಕೆ ಸಾರ್ವಜನಿಕರ ಸಹಕಾರ ಅಗತ್ಯ ಎಂದು ಮನವಿ ಮಾಡಿದರು. ಪ್ರತಿ ಜಿಲ್ಲೆಯಲ್ಲೂ ಸಸಿ ವಿತರಣೆ ಕಾರ್ಯಕ್ರಮ ಹಮ್ಮಿಕೊಳ್ಳಲಾಗಿದೆ. xyxy=(543,547,702,577)
brief-headline: ಡಿಸಿಸಿ ಬ್ಯಾಂಕ್: ಜೊಲ್ಲೆ ಅಧ್ಯಕ್ಷ ಕಾಗೆ ಉಪಾಧ್ಯಕ್ಷ xyxy=(30,405,175,437)
protest-photo xyxy=(12,90,342,330)
highlight-head: ಎಲ್‌ಡಿಕೆ ಹೇಳಿದ್ದೇನು? xyxy=(764,934,832,946)
helmet-seatbelt-photo xyxy=(719,143,915,261)
bihar-para: ಮತದಾರರ ಪಟ್ಟಿ ಪರಿಷ್ಕರಣೆ ಪಾರದರ್ಶಕವಾಗಿರಬೇಕು. ಅರ್ಹ ಮತದಾರರ ಹೆಸರು ಕೈಬಿಡುವುದು ಸರಿಯಲ್ಲ ಎಂದರು. xyxy=(829,558,933,588)
byline: ಬೆಳಗಾವಿ: xyxy=(200,1111,223,1120)
bihar-story xyxy=(718,377,933,913)
publication-date: 11 ನವೆಂಬರ್ 2025 xyxy=(12,36,121,53)
para-text: ರಾಜ್ಯ ಸರ್ಕಾರ ರೈತರ ಮೇಲೆ ದಬ್ಬಾಳಿಕೆ ನಡೆಸುತ್ತಿದೆ ಎಂದು ಕೇಂದ್ರ ಸಚಿವ ಎಚ್.ಡಿ. ಕುಮಾರಸ್ವಾಮಿ ಆರೋಪಿಸಿದ್ದಾರೆ. xyxy=(496,1098,615,1129)
person-shape xyxy=(27,227,91,323)
sidebar-tint-box xyxy=(543,431,701,542)
brief-para xyxy=(12,745,192,798)
story-headline: ಎಲ್ಲರಿಗೂ ಸರ್ಕಾರದ ನಿರ್ಣಯ ಅನ್ವಯ xyxy=(200,1088,398,1106)
photo-badge: ಬಿಜೆಪಿ ಪ್ರತಿಭಟನೆ xyxy=(277,97,335,113)
feature-col-3 xyxy=(393,1319,553,1512)
feature-para: ಮೊಟ್ಟೆ ಇಡಲು ಗೂಡು ಕಟ್ಟುವ ಏಕೈಕ ಹಾವು ಇದಾಗಿದೆ. ಹೆಣ್ಣು ಹಾವು ಮೊಟ್ಟೆಗಳನ್ನು ಕಾವಲು ಕಾಯುತ್ತದೆ. xyxy=(393,1385,553,1405)
story-para: ಬೆಳಗ್ಗೆ 9 ಗಂಟೆಗೆ ಸ್ಮಾರಕದಲ್ಲಿ ಪುಷ್ಪ ನಮನ ಸಲ್ಲಿಸಲಾಗುವುದು. ನಂತರ ಸಂಸ್ಮರಣಾ ಸಭೆ ಆಯೋಜಿಸಲಾಗಿದೆ. xyxy=(359,1031,480,1061)
feature-para: ಕಾಳಿಂಗ ಸರ್ಪ ತನ್ನದೇ ಜಾತಿಯ ಇತರ ಹಾವುಗಳನ್ನು ತಿನ್ನುವ ವಿಶಿಷ್ಟ ಗುಣ ಹೊಂದಿದೆ. ಇದು ವಿಶ್ವದ ಅತಿ ಉದ್ದದ ವಿಷಪೂರಿತ ಹಾವು. xyxy=(393,1335,553,1354)
feature-section xyxy=(12,1244,933,1512)
story-para: ಕಬ್ಬು ಬೆಳೆಗಾರರ ಸಮಸ್ಯೆಗೆ ಸ್ಪಂದಿಸುತ್ತಿಲ್ಲ. ಪ್ರತಿಭಟನಾ ನಿರತ ರೈತರ ಮೇಲೆ ಲಾಠಿ ಪ್ರಹಾರ ಖಂಡನೀಯ ಎಂದರು. xyxy=(496,1098,642,1154)
story-para xyxy=(201,950,353,982)
main-para: ಅಕ್ರಮ ಮರಗಳ್ಳತನ ತಡೆಗೆ ಡ್ರೋನ್ ಕಣ್ಗಾವಲು ಅಳವಡಿಸಲಾಗಿದೆ. ಸಿಸಿಟಿವಿ ಕ್ಯಾಮೆರಾಗಳನ್ನೂ ಅಳವಡಿಸಲಾಗುತ್ತಿದೆ. xyxy=(550,511,695,530)
para-text: ಸರ್ಕಾರದ ನಿರ್ಣಯ ಎಲ್ಲರಿಗೂ ಅನ್ವಯವಾಗಲಿದೆ ಎಂದು ಸಚಿವರು ಸ್ಪಷ್ಟಪಡಿಸಿದ್ದಾರೆ. ಯಾರಿಗೂ ವಿನಾಯಿತಿ ಇಲ್ಲ ಎಂದರು. xyxy=(200,1111,354,1131)
quote-text: ಹಿಂದೆ ವನ್ಯಜೀವಿಗಳ ಕಳ್ಳಬೇಟೆ ಪ್ರಕರಣಗಳು ಹೆಚ್ಚಿದ್ದವು. ಈಗ ಕಠಿಣ ಕ್ರಮ ಕೈಗೊಂಡ ಪರಿಣಾಮ ಅವು ಕಡಿಮೆಯಾಗಿವೆ. ಅರಣ್ಯ ಪರಿಸರದ ಸಂರಕ್ಷಣೆಗೆ ಎಲ್ಲರ ಸಹಕಾರ ಅಗತ್ಯವಿದೆ. xyxy=(382,566,523,598)
footer-right-text: ಹೊಸ ದಿಗಂತ · ಮಂಗಳೂರು xyxy=(868,1522,933,1530)
safety-box-head: ಹಾವುಗಳಿಗೆ ಪಿಟ್ ಟ್ಯಾಗ್ ಸುರಕ್ಷಿತವೇ? xyxy=(764,1326,899,1339)
mid-section xyxy=(12,377,933,913)
story-para: ಸರ್ಕಾರ ಓಲೈಕೆ ರಾಜಕಾರಣ ಮಾಡುತ್ತಿದೆ. ಕಾನೂನು ಸುವ್ಯವಸ್ಥೆ ಹದಗೆಟ್ಟಿದೆ ಎಂದು ದೂರಿದರು. xyxy=(496,986,625,1006)
footer-left-text: 3 ಅಕ್ಷರಗಳಲ್ಲಿ ಪುಟ ಜಾಹೀರಾತು xyxy=(12,1522,84,1530)
byline: ಬೆಂಗಳೂರು: xyxy=(425,143,454,152)
minister-portrait xyxy=(249,467,327,533)
story-para xyxy=(201,1111,353,1132)
para-text: ರಾಜ್ಯದಲ್ಲಿ ಜೈಲುಗಳು ಕೈದಿಗಳ ಪಾಲಿಗೆ ರೆಸ್ಟ್ ಹೌಸ್ ಆಗಿವೆ ಎಂದು ಮಾಜಿ ಗೃಹ ಸಚಿವ ಆರಗ ಜ್ಞಾನೇಂದ್ರ ಆರೋಪಿಸಿದ್ದಾರೆ. ಜೈಲಿನಲ್ಲಿ ನಡೆಯುತ್ತಿರುವ ಅಕ್ರಮಗಳ ಬಗ್ಗೆ ಸರ್ಕಾರ ಕ್ರಮ ಕೈಗೊಳ್ಳಬೇಕು. ಅಧಿಕಾರಿಗಳ ನಿರ್ಲಕ್ಷ್ಯದಿಂದ ಈ ಪರಿಸ್ಥಿತಿ ನಿರ್ಮಾಣವಾಗಿದೆ ಎಂದು ದೂರಿದರು. ತನಿಖೆ ನಡೆಸಿ ತಪ್ಪಿತಸ್ಥರ ವಿರುದ್ಧ ಕಠಿಣ ಕ್ರಮ ಜರುಗಿಸಬೇಕು ಎಂದು ಆಗ್ರಹಿಸಿದರು. ಗೃಹ ಇಲಾಖೆ ಸಂಪೂರ್ಣ ವಿಫಲವಾಗಿದೆ ಎಂದು ಟೀಕಿಸಿದರು. xyxy=(12,846,193,908)
bihar-photo xyxy=(718,425,933,517)
main-para: ಅರಣ್ಯ ವ್ಯಾಪ್ತಿ ಹೆಚ್ಚಿಸುವ ಗುರಿ ಹೊಂದಲಾಗಿದೆ. ಮುಂದಿನ ಐದು ವರ್ಷಗಳಲ್ಲಿ ಹಸಿರು ಹೊದಿಕೆ ವಿಸ್ತರಿಸಲಾಗುವುದು ಎಂದರು. xyxy=(543,583,702,603)
byline: ಬೆಳಗಾವಿ: xyxy=(12,613,35,622)
